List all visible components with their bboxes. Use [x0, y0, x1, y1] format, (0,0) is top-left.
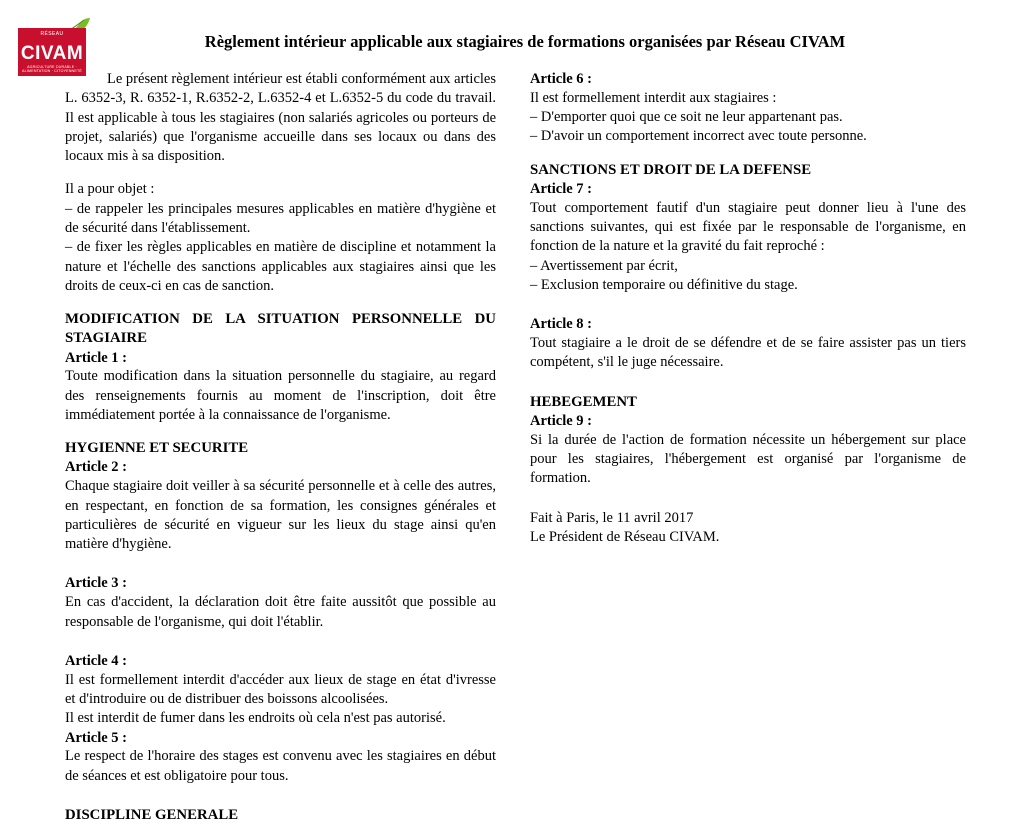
article-2-label: Article 2 : — [65, 459, 127, 476]
civam-logo-subtext: AGRICULTURE DURABLE · ALIMENTATION · CITOYENNETÉ — [22, 65, 82, 73]
article-6-item-2: – D'avoir un comportement incorrect avec toute personne. — [530, 128, 867, 145]
article-6-text: Il est formellement interdit aux stagiaires : — [530, 89, 777, 106]
article-7-item-1: – Avertissement par écrit, — [530, 257, 678, 274]
article-7-item-2: – Exclusion temporaire ou définitive du stage. — [530, 276, 798, 293]
article-8-label: Article 8 : — [530, 316, 592, 333]
article-6-item-1: – D'emporter quoi que ce soit ne leur appartenant pas. — [530, 109, 843, 126]
article-9-text: Si la durée de l'action de formation nécessite un hébergement sur place pour les stagiaires, l'hébergement est organisé par l'organisme de formation. — [530, 431, 966, 487]
article-3-text: En cas d'accident, la déclaration doit être faite aussitôt que possible au responsable de l'organisme, qui doit l'établir. — [65, 594, 496, 630]
article-1-text: Toute modification dans la situation personnelle du stagiaire, au regard des renseignements fournis au moment de l'inscription, doit être immédiatement portée à la connaissance de l'organisme. — [65, 368, 496, 423]
civam-logo-word: CIVAM — [20, 43, 84, 64]
section-heading-discipline: DISCIPLINE GENERALE — [65, 806, 239, 823]
right-column — [512, 70, 1024, 825]
article-6-label: Article 6 : — [530, 71, 592, 87]
article-3-label: Article 3 : — [65, 575, 127, 592]
civam-logo-top-text: RÉSEAU — [40, 31, 64, 37]
article-9-label: Article 9 : — [530, 412, 592, 429]
object-lead: Il a pour objet : — [65, 181, 155, 198]
intro-paragraph: Le présent règlement intérieur est établi conformément aux articles L. 6352-3, R. 6352-1, R.6352-2, L.6352-4 et L.6352-5 du code du travail. Il est applicable à tous les stagiaires (non salariés agricoles ou porteurs de projet, salariés) que l'organisme accueille dans ses locaux ou dans des locaux mis à sa disposition. — [65, 71, 496, 165]
signature-date: Fait à Paris, le 11 avril 2017 — [530, 509, 694, 526]
article-4-text-2: Il est interdit de fumer dans les endroits où cela n'est pas autorisé. — [65, 710, 446, 727]
article-4-label: Article 4 : — [65, 652, 127, 669]
signature-name: Le Président de Réseau CIVAM. — [530, 528, 720, 545]
section-heading-hygiene: HYGIENNE ET SECURITE — [65, 440, 249, 457]
article-2-text: Chaque stagiaire doit veiller à sa sécurité personnelle et à celle des autres, en respectant, en fonction de sa formation, les consignes générales et particulières de sécurité en vigueur sur les lieux du stage ainsi qu'en matière d'hygiène. — [65, 478, 496, 553]
section-heading-hebergement: HEBEGEMENT — [530, 393, 637, 410]
left-column — [0, 70, 512, 825]
body-columns — [0, 70, 1024, 825]
civam-logo — [18, 16, 90, 78]
article-5-text: Le respect de l'horaire des stages est convenu avec les stagiaires en début de séances et est obligatoire pour tous. — [65, 748, 496, 784]
article-7-label: Article 7 : — [530, 180, 592, 197]
article-1-label: Article 1 : — [65, 349, 127, 366]
page-title: Règlement intérieur applicable aux stagiaires de formations organisées par Réseau CIVAM — [204, 32, 846, 51]
civam-logo-badge — [18, 28, 86, 76]
object-item-2: – de fixer les règles applicables en matière de discipline et notamment la nature et l'échelle des sanctions applicables aux stagiaires ainsi que les droits de ceux-ci en cas de sanction. — [65, 239, 496, 294]
section-heading-sanctions: SANCTIONS ET DROIT DE LA DEFENSE — [530, 161, 812, 178]
section-heading-modification: MODIFICATION DE LA SITUATION PERSONNELLE DU STAGIAIRE — [65, 311, 496, 347]
article-7-text: Tout comportement fautif d'un stagiaire peut donner lieu à l'une des sanctions suivantes, qui est fixée par le responsable de l'organisme, en fonction de la nature et la gravité du fait reproché : — [530, 199, 966, 255]
article-5-label: Article 5 : — [65, 729, 127, 746]
article-4-text-1: Il est formellement interdit d'accéder aux lieux de stage en état d'ivresse et d'introduire ou de distribuer des boissons alcoolisées. — [65, 671, 496, 707]
object-item-1: – de rappeler les principales mesures applicables en matière d'hygiène et de sécurité dans l'établissement. — [65, 200, 496, 236]
article-8-text: Tout stagiaire a le droit de se défendre et de se faire assister pas un tiers compétent, s'il le juge nécessaire. — [530, 335, 966, 371]
